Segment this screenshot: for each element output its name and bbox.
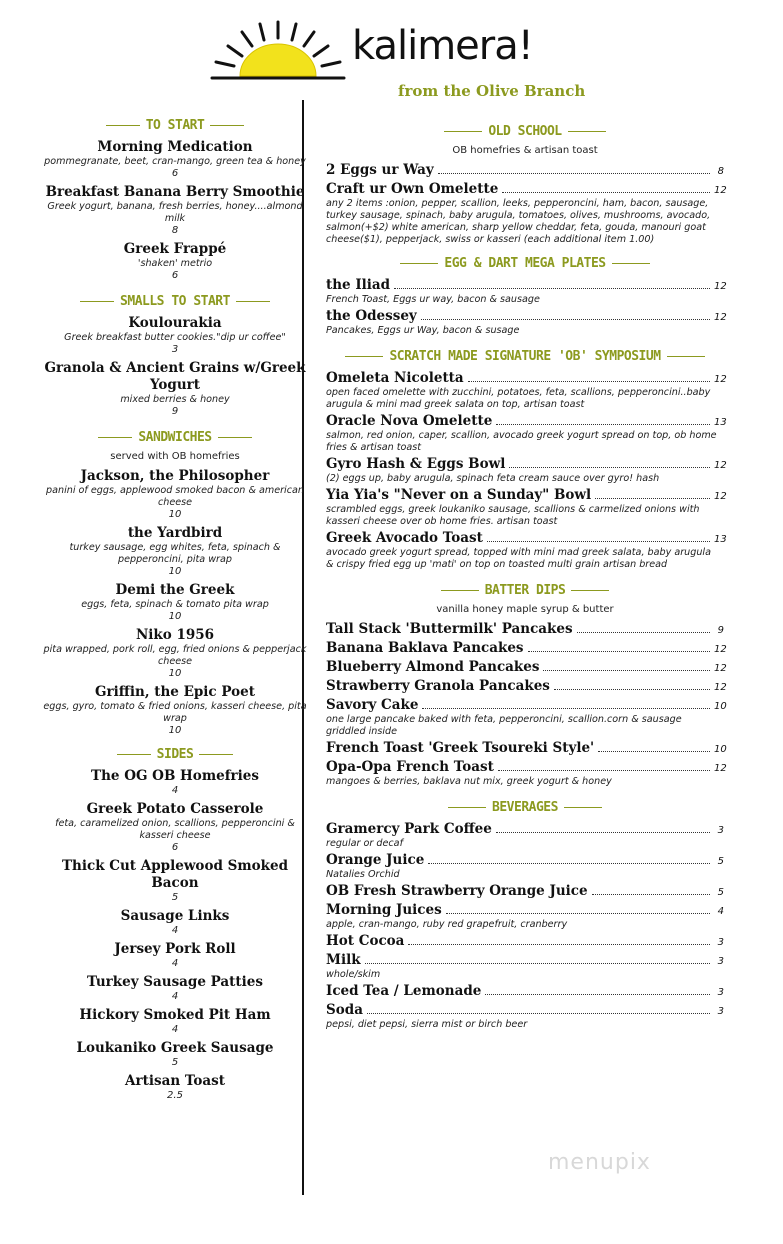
dot-leader: [421, 318, 710, 320]
item-price: 8: [717, 166, 724, 177]
item-price: 9: [717, 625, 724, 636]
menu-item: [326, 902, 724, 931]
section-title-text: TO START: [145, 118, 205, 133]
item-row: [326, 821, 724, 838]
item-price: 3: [717, 937, 724, 948]
item-name: Morning Medication: [97, 139, 253, 155]
dot-leader: [446, 912, 710, 914]
menu-item: [38, 627, 312, 680]
item-name: Greek Avocado Toast: [326, 530, 483, 546]
item-price: 13: [714, 417, 727, 428]
item-name: Orange Juice: [326, 852, 425, 868]
dot-leader: [487, 540, 710, 542]
item-row: [326, 697, 727, 714]
item-description: Natalies Orchid: [326, 869, 400, 880]
dot-leader: [438, 172, 710, 174]
item-name: Greek Frappé: [123, 241, 227, 257]
item-description: 'shaken' metrio: [137, 258, 213, 269]
item-row: [326, 640, 727, 657]
item-price: 2.5: [167, 1090, 183, 1101]
section-title: [326, 800, 724, 815]
section-batter-dips: [326, 583, 727, 788]
item-price: 3: [171, 344, 179, 355]
dot-leader: [595, 497, 710, 499]
title-rule: [98, 437, 132, 438]
menu-item: [326, 852, 724, 881]
section-title: [326, 583, 724, 598]
sun-logo-icon: [208, 18, 348, 88]
item-name: Sausage Links: [120, 908, 230, 924]
item-row: [326, 883, 724, 900]
item-name: Granola & Ancient Grains w/Greek Yogurt: [44, 360, 306, 393]
item-name: Jackson, the Philosopher: [80, 468, 270, 484]
item-price: 3: [717, 1006, 724, 1017]
section-mega-plates: [326, 256, 727, 337]
dot-leader: [528, 650, 710, 652]
dot-leader: [543, 669, 710, 671]
item-price: 5: [171, 892, 179, 903]
menu-item: [326, 821, 724, 850]
title-rule: [80, 301, 114, 302]
dot-leader: [367, 1012, 710, 1014]
item-price: 4: [717, 906, 724, 917]
menu-item: [38, 184, 312, 237]
section-title: [38, 430, 312, 445]
item-price: 3: [717, 956, 724, 967]
section-title-text: OLD SCHOOL: [488, 124, 562, 139]
item-description: Greek yogurt, banana, fresh berries, honey....almond milk: [47, 201, 303, 224]
item-name: the Yardbird: [127, 525, 223, 541]
item-name: Milk: [326, 952, 361, 968]
item-price: 10: [714, 744, 727, 755]
title-rule: [106, 125, 140, 126]
dot-leader: [408, 943, 710, 945]
menu-item: [38, 1007, 312, 1036]
item-description: pita wrapped, pork roll, egg, fried onions & pepperjack cheese: [43, 644, 307, 667]
item-price: 4: [171, 925, 179, 936]
item-price: 5: [171, 1057, 179, 1068]
item-price: 5: [717, 887, 724, 898]
item-price: 6: [171, 842, 179, 853]
section-title-text: SIDES: [156, 747, 194, 762]
title-rule: [564, 807, 602, 808]
section-title-text: SANDWICHES: [138, 430, 212, 445]
menu-item: [38, 241, 312, 282]
item-price: 4: [171, 1024, 179, 1035]
section-note: served with OB homefries: [110, 451, 240, 462]
item-row: [326, 487, 727, 504]
item-name: Tall Stack 'Buttermilk' Pancakes: [326, 621, 573, 637]
item-name: Craft ur Own Omelette: [326, 181, 499, 197]
item-row: [326, 277, 727, 294]
title-rule: [612, 263, 650, 264]
menu-item: [326, 1002, 724, 1031]
item-name: Morning Juices: [326, 902, 442, 918]
menu-item: [326, 413, 727, 454]
menu-item: [326, 759, 727, 788]
item-name: Koulourakia: [128, 315, 222, 331]
item-price: 4: [171, 991, 179, 1002]
section-signature: [326, 349, 727, 571]
menu-item: [38, 582, 312, 623]
item-description: feta, caramelized onion, scallions, pepperoncini & kasseri cheese: [55, 818, 295, 841]
menu-item: [38, 941, 312, 970]
menu-item: [38, 1073, 312, 1102]
dot-leader: [496, 423, 710, 425]
menu-item: [38, 801, 312, 854]
menu-item: [38, 360, 312, 418]
section-beverages: [326, 800, 724, 1031]
item-description: open faced omelette with zucchini, potatoes, feta, scallions, pepperoncini..baby arugula & mini mad greek salata on top, artisan toast: [326, 387, 711, 410]
item-row: [326, 952, 724, 969]
item-name: the Odessey: [326, 308, 417, 324]
item-price: 10: [168, 668, 182, 679]
item-price: 3: [717, 987, 724, 998]
item-description: any 2 items :onion, pepper, scallion, leeks, pepperoncini, ham, bacon, sausage, turkey sausage, spinach, baby arugula, tomatoes, olives, mushrooms, avocado, salmon(+$2) white american, sharp yellow cheddar, feta, gouda, manouri goat cheese($1), pepperjack, swiss or kasseri (each additional item 1.00): [326, 198, 711, 245]
item-description: eggs, gyro, tomato & fried onions, kasseri cheese, pita wrap: [43, 701, 307, 724]
item-price: 6: [171, 270, 179, 281]
title-rule: [448, 807, 486, 808]
item-name: Breakfast Banana Berry Smoothie: [45, 184, 305, 200]
section-to-start: [38, 118, 312, 282]
menu-item: [326, 659, 727, 676]
dot-leader: [428, 862, 710, 864]
menu-item: [326, 883, 724, 900]
menu-item: [326, 277, 727, 306]
item-row: [326, 181, 727, 198]
title-rule: [199, 754, 233, 755]
item-price: 10: [168, 725, 182, 736]
item-description: Greek breakfast butter cookies."dip ur coffee": [64, 332, 286, 343]
item-description: regular or decaf: [326, 838, 403, 849]
title-rule: [236, 301, 270, 302]
item-price: 12: [714, 491, 727, 502]
item-row: [326, 1002, 724, 1019]
item-description: apple, cran-mango, ruby red grapefruit, cranberry: [326, 919, 568, 930]
item-name: Niko 1956: [135, 627, 215, 643]
section-title-text: EGG & DART MEGA PLATES: [444, 256, 606, 271]
menu-item: [38, 974, 312, 1003]
item-name: Turkey Sausage Patties: [87, 974, 263, 990]
section-title: [326, 349, 724, 364]
menu-item: [326, 952, 724, 981]
item-name: Strawberry Granola Pancakes: [326, 678, 550, 694]
title-rule: [667, 356, 705, 357]
dot-leader: [577, 631, 710, 633]
item-price: 12: [714, 281, 727, 292]
section-sandwiches: [38, 430, 312, 737]
item-name: Yia Yia's "Never on a Sunday" Bowl: [326, 487, 592, 503]
item-name: Gyro Hash & Eggs Bowl: [326, 456, 506, 472]
dot-leader: [496, 831, 710, 833]
item-description: panini of eggs, applewood smoked bacon & american cheese: [46, 485, 304, 508]
item-description: pepsi, diet pepsi, sierra mist or birch beer: [326, 1019, 528, 1030]
section-title: [38, 747, 312, 762]
section-title: [326, 256, 724, 271]
item-name: Loukaniko Greek Sausage: [76, 1040, 274, 1056]
item-price: 9: [171, 406, 179, 417]
item-name: Banana Baklava Pancakes: [326, 640, 524, 656]
item-name: Thick Cut Applewood Smoked Bacon: [61, 858, 289, 891]
section-title: [326, 124, 724, 139]
item-price: 8: [171, 225, 179, 236]
item-name: Jersey Pork Roll: [114, 941, 236, 957]
item-name: Hickory Smoked Pit Ham: [79, 1007, 271, 1023]
menu-item: [326, 933, 724, 950]
menu-item: [38, 139, 312, 180]
item-price: 12: [714, 763, 727, 774]
item-price: 12: [714, 682, 727, 693]
item-price: 4: [171, 785, 179, 796]
item-name: the Iliad: [326, 277, 391, 293]
item-row: [326, 759, 727, 776]
section-title: [38, 118, 312, 133]
item-price: 12: [714, 460, 727, 471]
menu-item: [38, 1040, 312, 1069]
dot-leader: [468, 380, 710, 382]
item-price: 4: [171, 958, 179, 969]
dot-leader: [498, 769, 710, 771]
item-description: one large pancake baked with feta, pepperoncini, scallion.corn & sausage griddled inside: [326, 714, 682, 737]
title-rule: [441, 590, 479, 591]
item-price: 6: [171, 168, 179, 179]
title-rule: [444, 131, 482, 132]
item-price: 10: [714, 701, 727, 712]
item-row: [326, 162, 724, 179]
item-price: 12: [714, 312, 727, 323]
title-rule: [345, 356, 383, 357]
menu-header: [0, 0, 783, 108]
item-description: Pancakes, Eggs ur Way, bacon & susage: [326, 325, 520, 336]
item-row: [326, 678, 727, 695]
menu-item: [38, 684, 312, 737]
item-name: Savory Cake: [326, 697, 419, 713]
item-description: eggs, feta, spinach & tomato pita wrap: [81, 599, 269, 610]
item-description: scrambled eggs, greek loukaniko sausage, scallions & carmelized onions with kasseri cheese over ob home fries. artisan toast: [326, 504, 700, 527]
dot-leader: [502, 191, 710, 193]
left-column: [38, 118, 312, 1106]
dot-leader: [394, 287, 710, 289]
menu-item: [38, 908, 312, 937]
item-price: 12: [714, 644, 727, 655]
item-description: pommegranate, beet, cran-mango, green tea & honey: [44, 156, 306, 167]
section-smalls: [38, 294, 312, 418]
menu-item: [326, 678, 727, 695]
item-name: Omeleta Nicoletta: [326, 370, 464, 386]
item-row: [326, 370, 727, 387]
item-name: The OG OB Homefries: [91, 768, 259, 784]
menu-item: [38, 768, 312, 797]
item-row: [326, 308, 727, 325]
section-title-text: SCRATCH MADE SIGNATURE 'OB' SYMPOSIUM: [389, 349, 661, 364]
item-name: French Toast 'Greek Tsoureki Style': [326, 740, 595, 756]
section-title: [38, 294, 312, 309]
menu-item: [326, 370, 727, 411]
section-title-text: BATTER DIPS: [484, 583, 566, 598]
section-title-text: BEVERAGES: [492, 800, 558, 815]
item-name: Hot Cocoa: [326, 933, 405, 949]
item-row: [326, 740, 727, 757]
title-rule: [400, 263, 438, 264]
menu-item: [326, 162, 724, 179]
item-row: [326, 413, 727, 430]
item-price: 3: [717, 825, 724, 836]
item-price: 12: [714, 663, 727, 674]
watermark: menupix: [548, 1150, 651, 1175]
menu-item: [326, 181, 727, 246]
menu-item: [326, 740, 727, 757]
item-name: Blueberry Almond Pancakes: [326, 659, 540, 675]
item-price: 10: [168, 509, 182, 520]
title-rule: [117, 754, 151, 755]
dot-leader: [554, 688, 710, 690]
item-name: 2 Eggs ur Way: [326, 162, 434, 178]
item-name: Oracle Nova Omelette: [326, 413, 493, 429]
menu-item: [326, 487, 727, 528]
item-description: mangoes & berries, baklava nut mix, greek yogurt & honey: [326, 776, 612, 787]
menu-item: [326, 697, 727, 738]
item-name: Greek Potato Casserole: [86, 801, 264, 817]
dot-leader: [422, 707, 710, 709]
item-price: 13: [714, 534, 727, 545]
item-name: Artisan Toast: [125, 1073, 225, 1089]
title-rule: [210, 125, 244, 126]
dot-leader: [592, 893, 710, 895]
item-price: 10: [168, 611, 182, 622]
item-description: whole/skim: [326, 969, 381, 980]
menu-item: [38, 525, 312, 578]
menu-item: [326, 640, 727, 657]
dot-leader: [485, 993, 710, 995]
menu-item: [326, 983, 724, 1000]
item-row: [326, 621, 724, 638]
title-rule: [568, 131, 606, 132]
item-row: [326, 530, 727, 547]
item-price: 12: [714, 374, 727, 385]
item-description: turkey sausage, egg whites, feta, spinach & pepperoncini, pita wrap: [69, 542, 281, 565]
section-note: vanilla honey maple syrup & butter: [436, 604, 614, 615]
section-old-school: [326, 124, 727, 246]
section-sides: [38, 747, 312, 1102]
item-row: [326, 852, 724, 869]
item-description: mixed berries & honey: [120, 394, 230, 405]
title-rule: [218, 437, 252, 438]
right-column: [326, 124, 727, 1033]
dot-leader: [365, 962, 710, 964]
dot-leader: [598, 750, 710, 752]
menu-item: [38, 468, 312, 521]
item-row: [326, 659, 727, 676]
menu-item: [38, 858, 312, 904]
item-price: 5: [717, 856, 724, 867]
dot-leader: [509, 466, 710, 468]
item-name: Demi the Greek: [115, 582, 235, 598]
item-description: avocado greek yogurt spread, topped with mini mad greek salata, baby arugula & crispy fried egg up 'mati' on top on toasted multi grain artisan bread: [326, 547, 711, 570]
section-note: OB homefries & artisan toast: [452, 145, 598, 156]
item-description: French Toast, Eggs ur way, bacon & sausage: [326, 294, 540, 305]
item-row: [326, 456, 727, 473]
brand-name: kalimera!: [352, 23, 533, 69]
item-price: 12: [714, 185, 727, 196]
item-name: OB Fresh Strawberry Orange Juice: [326, 883, 588, 899]
title-rule: [571, 590, 609, 591]
section-title-text: SMALLS TO START: [120, 294, 230, 309]
item-row: [326, 933, 724, 950]
menu-item: [326, 621, 724, 638]
menu-item: [326, 308, 727, 337]
item-name: Griffin, the Epic Poet: [95, 684, 255, 700]
item-description: salmon, red onion, caper, scallion, avocado greek yogurt spread on top, ob home fries & artisan toast: [326, 430, 717, 453]
item-description: (2) eggs up, baby arugula, spinach feta cream sauce over gyro! hash: [326, 473, 660, 484]
item-row: [326, 983, 724, 1000]
item-name: Soda: [326, 1002, 363, 1018]
menu-item: [326, 456, 727, 485]
item-price: 10: [168, 566, 182, 577]
item-name: Iced Tea / Lemonade: [326, 983, 482, 999]
menu-item: [326, 530, 727, 571]
brand-tagline: from the Olive Branch: [398, 82, 586, 100]
item-name: Gramercy Park Coffee: [326, 821, 492, 837]
item-row: [326, 902, 724, 919]
item-name: Opa-Opa French Toast: [326, 759, 494, 775]
menu-item: [38, 315, 312, 356]
